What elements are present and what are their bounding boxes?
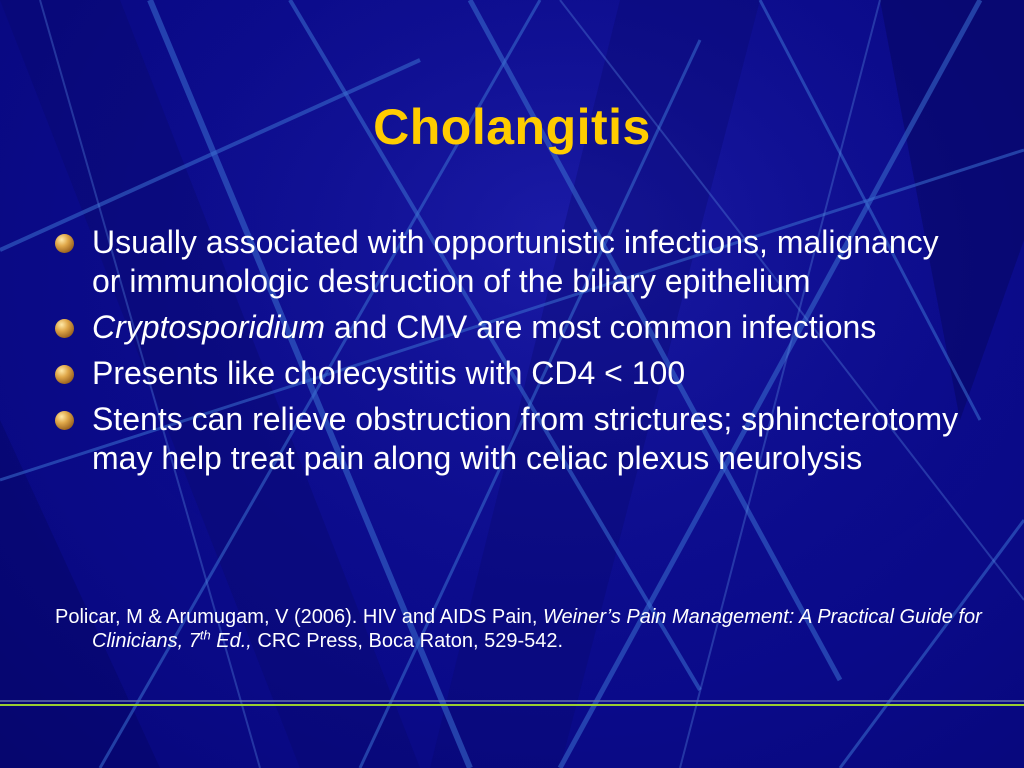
citation-edition: Ed.,	[210, 630, 252, 652]
bullet-icon	[55, 234, 74, 253]
citation-publisher: CRC Press, Boca Raton, 529-542.	[251, 630, 564, 652]
footer-rule	[0, 704, 1024, 706]
citation-superscript: th	[199, 627, 211, 643]
citation	[55, 605, 982, 653]
footer-rule-top	[0, 700, 1024, 702]
bullet-icon	[55, 319, 74, 338]
bullet-text: Stents can relieve obstruction from strictures; sphincterotomy may help treat pain along with celiac plexus neurolysis	[92, 401, 959, 476]
list-item	[55, 400, 975, 478]
bullet-text: and CMV are most common infections	[324, 309, 877, 345]
citation-authors: Policar, M & Arumugam, V (2006). HIV and AIDS Pain,	[55, 606, 543, 628]
list-item	[55, 308, 975, 347]
bullet-text: Presents like cholecystitis with CD4 < 100	[92, 355, 686, 391]
bullet-italic-text: Cryptosporidium	[92, 309, 325, 345]
bullet-text: Usually associated with opportunistic infections, malignancy or immunologic destruction of the biliary epithelium	[92, 224, 939, 299]
citation-book-title: Weiner’s Pain Management: A Practical Guide for Clinicians, 7	[92, 606, 982, 652]
list-item	[55, 223, 975, 301]
bullet-icon	[55, 365, 74, 384]
slide-title: Cholangitis	[373, 99, 651, 155]
bullet-icon	[55, 411, 74, 430]
list-item	[55, 354, 975, 393]
bullet-list	[55, 223, 975, 485]
